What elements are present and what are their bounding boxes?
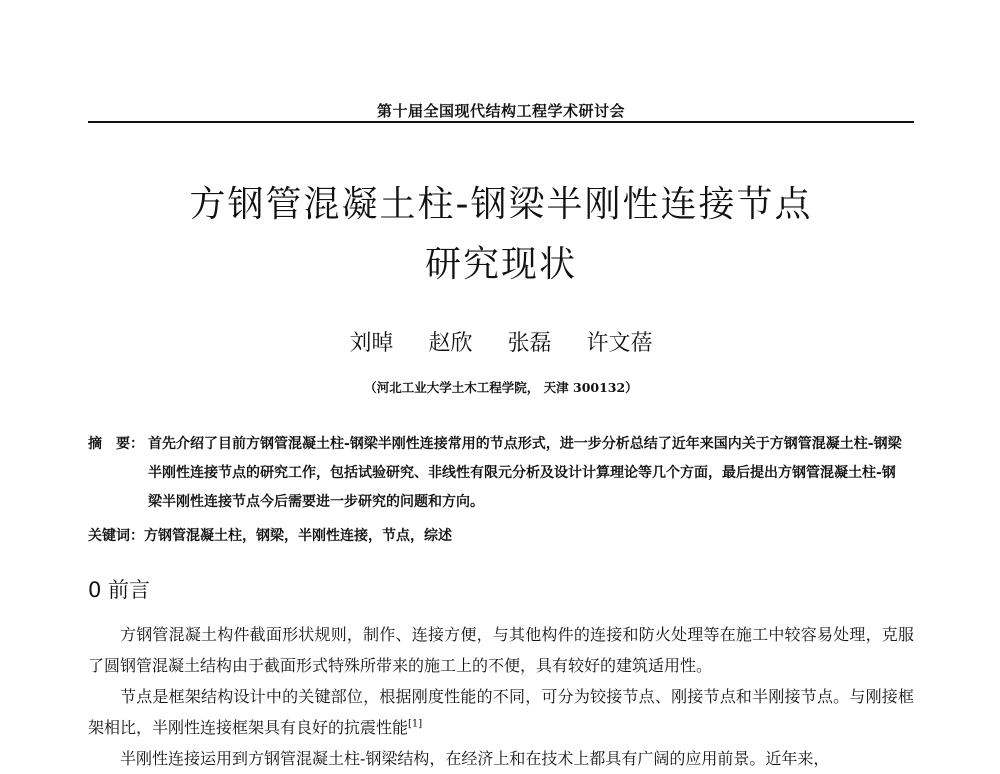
abstract-label: 摘 要： xyxy=(88,436,144,452)
abstract-text: 首先介绍了目前方钢管混凝土柱-钢梁半刚性连接常用的节点形式，进一步分析总结了近年来国内关于方钢管混凝土柱-钢梁半刚性连接节点的研究工作，包括试验研究、非线性有限元分析及设计计算理论等几个方面，最后提出方钢管混凝土柱-钢梁半刚性连接节点今后需要进一步研究的问题和方向。 xyxy=(148,436,902,510)
body-paragraph: 半刚性连接运用到方钢管混凝土柱-钢梁结构，在经济上和在技术上都具有广阔的应用前景。近年来， xyxy=(120,749,830,768)
author-name: 刘晫 xyxy=(349,331,394,356)
author-name: 赵欣 xyxy=(428,331,473,356)
paper-title-line-1: 方钢管混凝土柱-钢梁半刚性连接节点 xyxy=(189,184,813,225)
author-name: 许文蓓 xyxy=(586,331,653,356)
affiliation: （河北工业大学土木工程学院， 天津 300132） xyxy=(364,380,638,395)
author-name: 张磊 xyxy=(507,331,552,356)
citation-ref: [1] xyxy=(408,718,423,730)
author-list xyxy=(88,326,914,357)
body-paragraph xyxy=(88,681,914,743)
keywords-label: 关键词： xyxy=(88,528,144,544)
header-rule xyxy=(88,121,914,123)
paper-title-line-2: 研究现状 xyxy=(424,244,577,285)
body-paragraph: 方钢管混凝土构件截面形状规则，制作、连接方便，与其他构件的连接和防火处理等在施工中较容易处理，克服了圆钢管混凝土结构由于截面形式特殊所带来的施工上的不便，具有较好的建筑适用性。 xyxy=(88,625,914,675)
keywords-text: 方钢管混凝土柱，钢梁，半刚性连接，节点，综述 xyxy=(144,528,452,544)
keywords-block xyxy=(88,525,914,545)
body-paragraph-text: 节点是框架结构设计中的关键部位，根据刚度性能的不同，可分为铰接节点、刚接节点和半刚接节点。与刚接框架相比，半刚性连接框架具有良好的抗震性能 xyxy=(88,687,914,737)
section-heading: 0 前言 xyxy=(88,578,151,602)
running-header: 第十届全国现代结构工程学术研讨会 xyxy=(376,102,625,120)
